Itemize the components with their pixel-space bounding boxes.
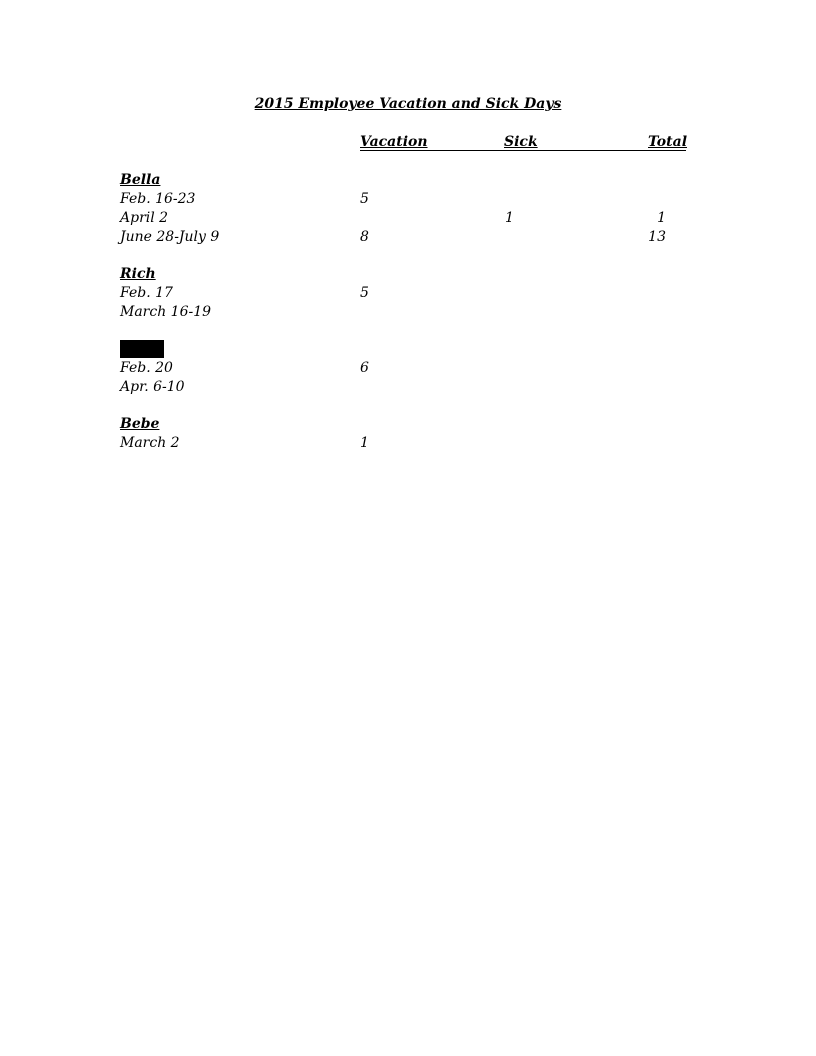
vacation-column-header: Vacation	[360, 134, 428, 150]
entry-dates: Feb. 16-23	[120, 191, 196, 207]
entry-vacation: 5	[360, 191, 369, 207]
table-row	[0, 304, 816, 323]
table-row	[0, 435, 816, 454]
entry-total: 13	[648, 229, 666, 245]
employee-name: Bella	[120, 172, 161, 188]
total-column-header: Total	[648, 134, 688, 150]
employee-name: Rich	[120, 266, 156, 282]
entry-vacation: 8	[360, 229, 369, 245]
employee-name: Bebe	[120, 416, 160, 432]
entry-dates: Feb. 20	[120, 360, 173, 376]
entry-sick: 1	[505, 210, 514, 226]
entry-total: 1	[657, 210, 666, 226]
employee-heading-row	[0, 266, 816, 285]
entry-vacation: 1	[360, 435, 369, 451]
table-row	[0, 229, 816, 248]
header-underline	[360, 150, 686, 151]
entry-dates: March 16-19	[120, 304, 212, 320]
entry-dates: Apr. 6-10	[120, 379, 185, 395]
document-title: 2015 Employee Vacation and Sick Days	[254, 96, 562, 112]
employee-heading-row	[0, 172, 816, 191]
entry-vacation: 6	[360, 360, 369, 376]
table-row	[0, 191, 816, 210]
table-row	[0, 210, 816, 229]
entry-dates: Feb. 17	[120, 285, 173, 301]
table-row	[0, 379, 816, 398]
entry-dates: June 28-July 9	[120, 229, 220, 245]
entry-dates: March 2	[120, 435, 180, 451]
redacted-employee-name	[120, 340, 164, 358]
table-row	[0, 360, 816, 379]
sick-column-header: Sick	[504, 134, 538, 150]
entry-vacation: 5	[360, 285, 369, 301]
table-row	[0, 285, 816, 304]
employee-heading-row	[0, 416, 816, 435]
entry-dates: April 2	[120, 210, 169, 226]
